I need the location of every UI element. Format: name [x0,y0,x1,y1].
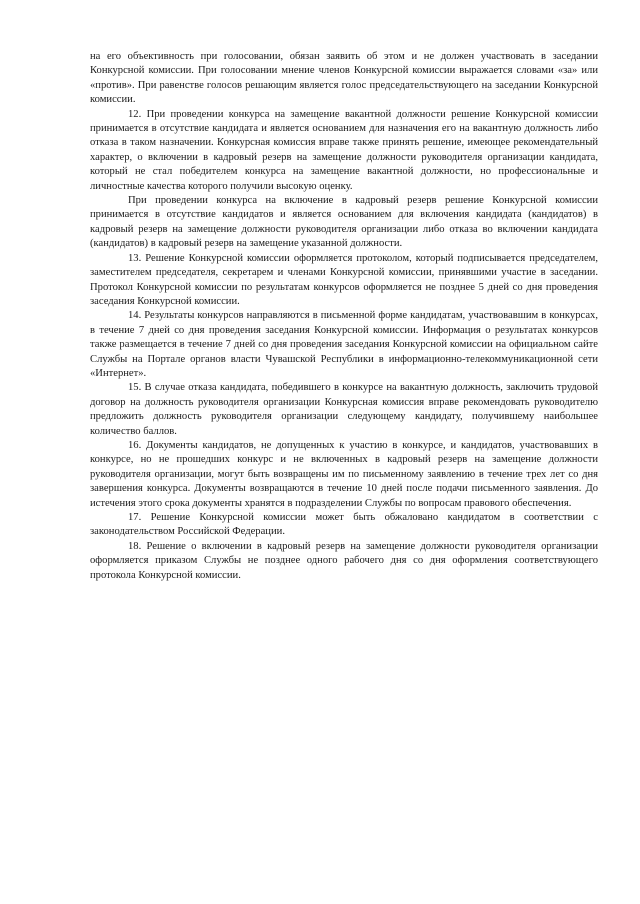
paragraph-13: 13. Решение Конкурсной комиссии оформляется протоколом, который подписывается председателем, заместителем председателя, секретарем и членами Конкурсной комиссии, принявшими участие в заседании. Протокол Конкурсной комиссии по результатам конкурсов оформляется не позднее 5 дней со дня проведения заседания Конкурсной комиссии. [90,252,598,307]
paragraph-12: 12. При проведении конкурса на замещение вакантной должности решение Конкурсной комиссии принимается в отсутствие кандидата и является основанием для назначения его на вакантную должность либо отказа в таком назначении. Конкурсная комиссия вправе также принять решение, имеющее рекомендательный характер, о включении в кадровый резерв на замещение должности руководителя организации кандидата, который не стал победителем конкурса на замещение вакантной должности, но профессиональные и личностные качества которого получили высокую оценку. [90,108,598,192]
paragraph-18: 18. Решение о включении в кадровый резерв на замещение должности руководителя организации оформляется приказом Службы не позднее одного рабочего дня со дня оформления соответствующего протокола Конкурсной комиссии. [90,540,598,581]
paragraph-15: 15. В случае отказа кандидата, победившего в конкурсе на вакантную должность, заключить трудовой договор на должность руководителя организации Конкурсная комиссия вправе рекомендовать руководителю предложить должность руководителя организации следующему кандидату, получившему наибольшее количество баллов. [90,382,598,437]
paragraph-17: 17. Решение Конкурсной комиссии может быть обжаловано кандидатом в соответствии с законодательством Российской Федерации. [90,512,598,538]
paragraph-16: 16. Документы кандидатов, не допущенных к участию в конкурсе, и кандидатов, участвовавших в конкурсе, но не прошедших конкурс и не включенных в кадровый резерв на замещение должности руководителя организации, могут быть возвращены им по письменному заявлению в течение трех лет со дня завершения конкурса. Документы возвращаются в течение 10 дней после подачи письменного заявления. До истечения этого срока документы хранятся в подразделении Службы по вопросам правового обеспечения. [90,439,598,509]
paragraph-14: 14. Результаты конкурсов направляются в письменной форме кандидатам, участвовавшим в конкурсах, в течение 7 дней со дня проведения заседания Конкурсной комиссии. Информация о результатах конкурсов также размещается в течение 7 дней со дня проведения заседания Конкурсной комиссии на официальном сайте Службы на Портале органов власти Чувашской Республики в информационно-телекоммуникационной сети «Интернет». [90,310,598,379]
document-page [90,50,598,583]
paragraph-continuation: на его объективность при голосовании, обязан заявить об этом и не должен участвовать в заседании Конкурсной комиссии. При голосовании мнение членов Конкурсной комиссии выражается словами «за» или «против». При равенстве голосов решающим является голос председательствующего на заседании Конкурсной комиссии. [90,51,598,106]
paragraph-12-reserve: При проведении конкурса на включение в кадровый резерв решение Конкурсной комиссии принимается в отсутствие кандидатов и является основанием для включения кандидата (кандидатов) в кадровый резерв на замещение должности руководителя организации либо отказа во включении кандидата (кандидатов) в кадровый резерв на замещение указанной должности. [90,195,598,250]
